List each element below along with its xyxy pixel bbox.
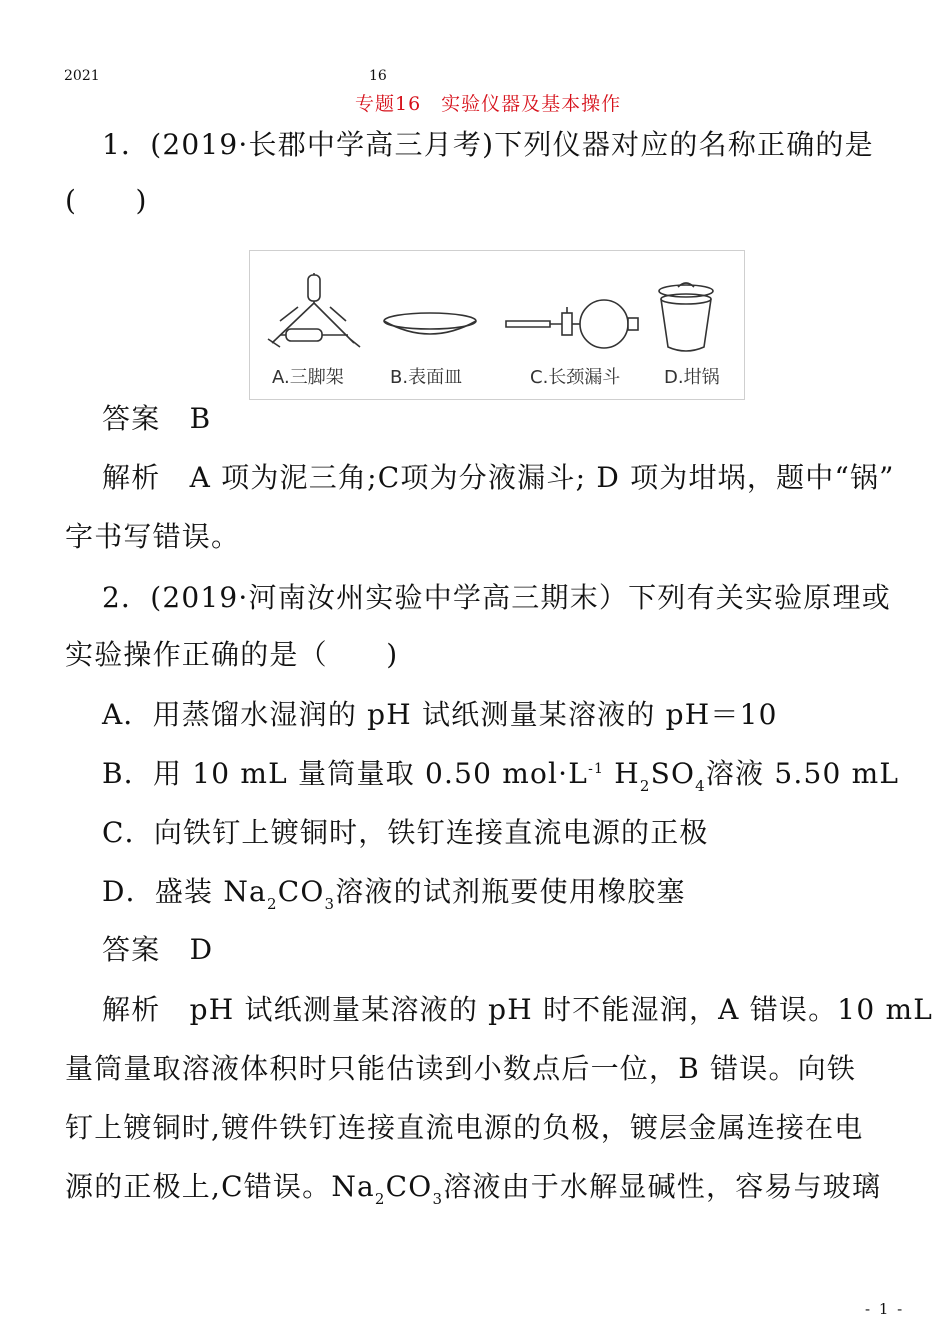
clay-triangle-drawing bbox=[268, 273, 360, 347]
q2-analysis-line3: 钉上镀铜时,镀件铁钉连接直流电源的负极，镀层金属连接在电 bbox=[65, 1111, 864, 1144]
q2-option-d-sub-2: 2 bbox=[266, 895, 278, 913]
q2-analysis-line2: 量筒量取溶液体积时只能估读到小数点后一位，B 错误。向铁 bbox=[65, 1052, 857, 1085]
q2-analysis-co: CO bbox=[385, 1170, 433, 1203]
caption-a: A.三脚架 bbox=[272, 367, 344, 388]
q2-stem-line2: 实验操作正确的是（ ) bbox=[65, 638, 399, 671]
q2-stem-line1: 2．(2019·河南汝州实验中学高三期末）下列有关实验原理或 bbox=[102, 581, 891, 614]
q2-option-b-text: B．用 10 mL 量筒量取 0.50 mol·L bbox=[102, 757, 589, 790]
watch-glass-drawing bbox=[384, 313, 476, 334]
caption-b: B.表面皿 bbox=[390, 367, 463, 388]
q2-option-d-sub-3: 3 bbox=[324, 895, 336, 913]
q2-option-d-tail: 溶液的试剂瓶要使用橡胶塞 bbox=[335, 875, 686, 908]
q2-analysis-line4-tail: 溶液由于水解显碱性，容易与玻璃 bbox=[443, 1170, 882, 1203]
q2-option-b bbox=[102, 757, 900, 795]
caption-c: C.长颈漏斗 bbox=[530, 367, 621, 388]
separatory-funnel-drawing bbox=[506, 300, 638, 348]
q2-option-d bbox=[102, 875, 686, 913]
q2-option-b-so: SO bbox=[650, 757, 696, 790]
q2-analysis-line4-text: 源的正极上,C错误。Na bbox=[65, 1170, 375, 1203]
q1-stem-line1: 1．(2019·长郡中学高三月考)下列仪器对应的名称正确的是 bbox=[102, 128, 874, 161]
q2-option-d-co: CO bbox=[277, 875, 325, 908]
q2-option-d-text: D．盛装 Na bbox=[102, 875, 267, 908]
q2-option-b-exponent: -1 bbox=[588, 761, 605, 777]
q2-option-b-sub-2: 2 bbox=[639, 777, 651, 795]
q1-analysis-line1: 解析 A 项为泥三角;C项为分液漏斗; D 项为坩埚，题中“锅” bbox=[102, 461, 895, 494]
q2-answer: 答案 D bbox=[102, 933, 214, 966]
q1-analysis-line2: 字书写错误。 bbox=[65, 520, 241, 553]
q2-analysis-sub-2: 2 bbox=[374, 1190, 386, 1208]
q2-option-b-tail: 溶液 5.50 mL bbox=[705, 757, 900, 790]
q2-analysis-sub-3: 3 bbox=[432, 1190, 444, 1208]
q2-analysis-line4 bbox=[65, 1170, 882, 1208]
q2-option-b-h: H bbox=[604, 757, 640, 790]
q1-apparatus-figure bbox=[249, 250, 745, 400]
page-title: 专题16 实验仪器及基本操作 bbox=[355, 93, 622, 115]
caption-d: D.坩锅 bbox=[664, 367, 720, 388]
header-number: 16 bbox=[369, 68, 387, 84]
q2-option-c: C．向铁钉上镀铜时，铁钉连接直流电源的正极 bbox=[102, 816, 709, 849]
q2-option-a: A．用蒸馏水湿润的 pH 试纸测量某溶液的 pH＝10 bbox=[102, 698, 778, 731]
q2-option-b-sub-4: 4 bbox=[695, 777, 706, 795]
q1-answer: 答案 B bbox=[102, 402, 212, 435]
header-year: 2021 bbox=[64, 68, 100, 84]
page-number: - 1 - bbox=[865, 1300, 905, 1318]
crucible-drawing bbox=[659, 283, 713, 351]
q1-stem-line2: ( ) bbox=[65, 184, 148, 217]
q2-analysis-line1: 解析 pH 试纸测量某溶液的 pH 时不能湿润，A 错误。10 mL bbox=[102, 993, 933, 1026]
